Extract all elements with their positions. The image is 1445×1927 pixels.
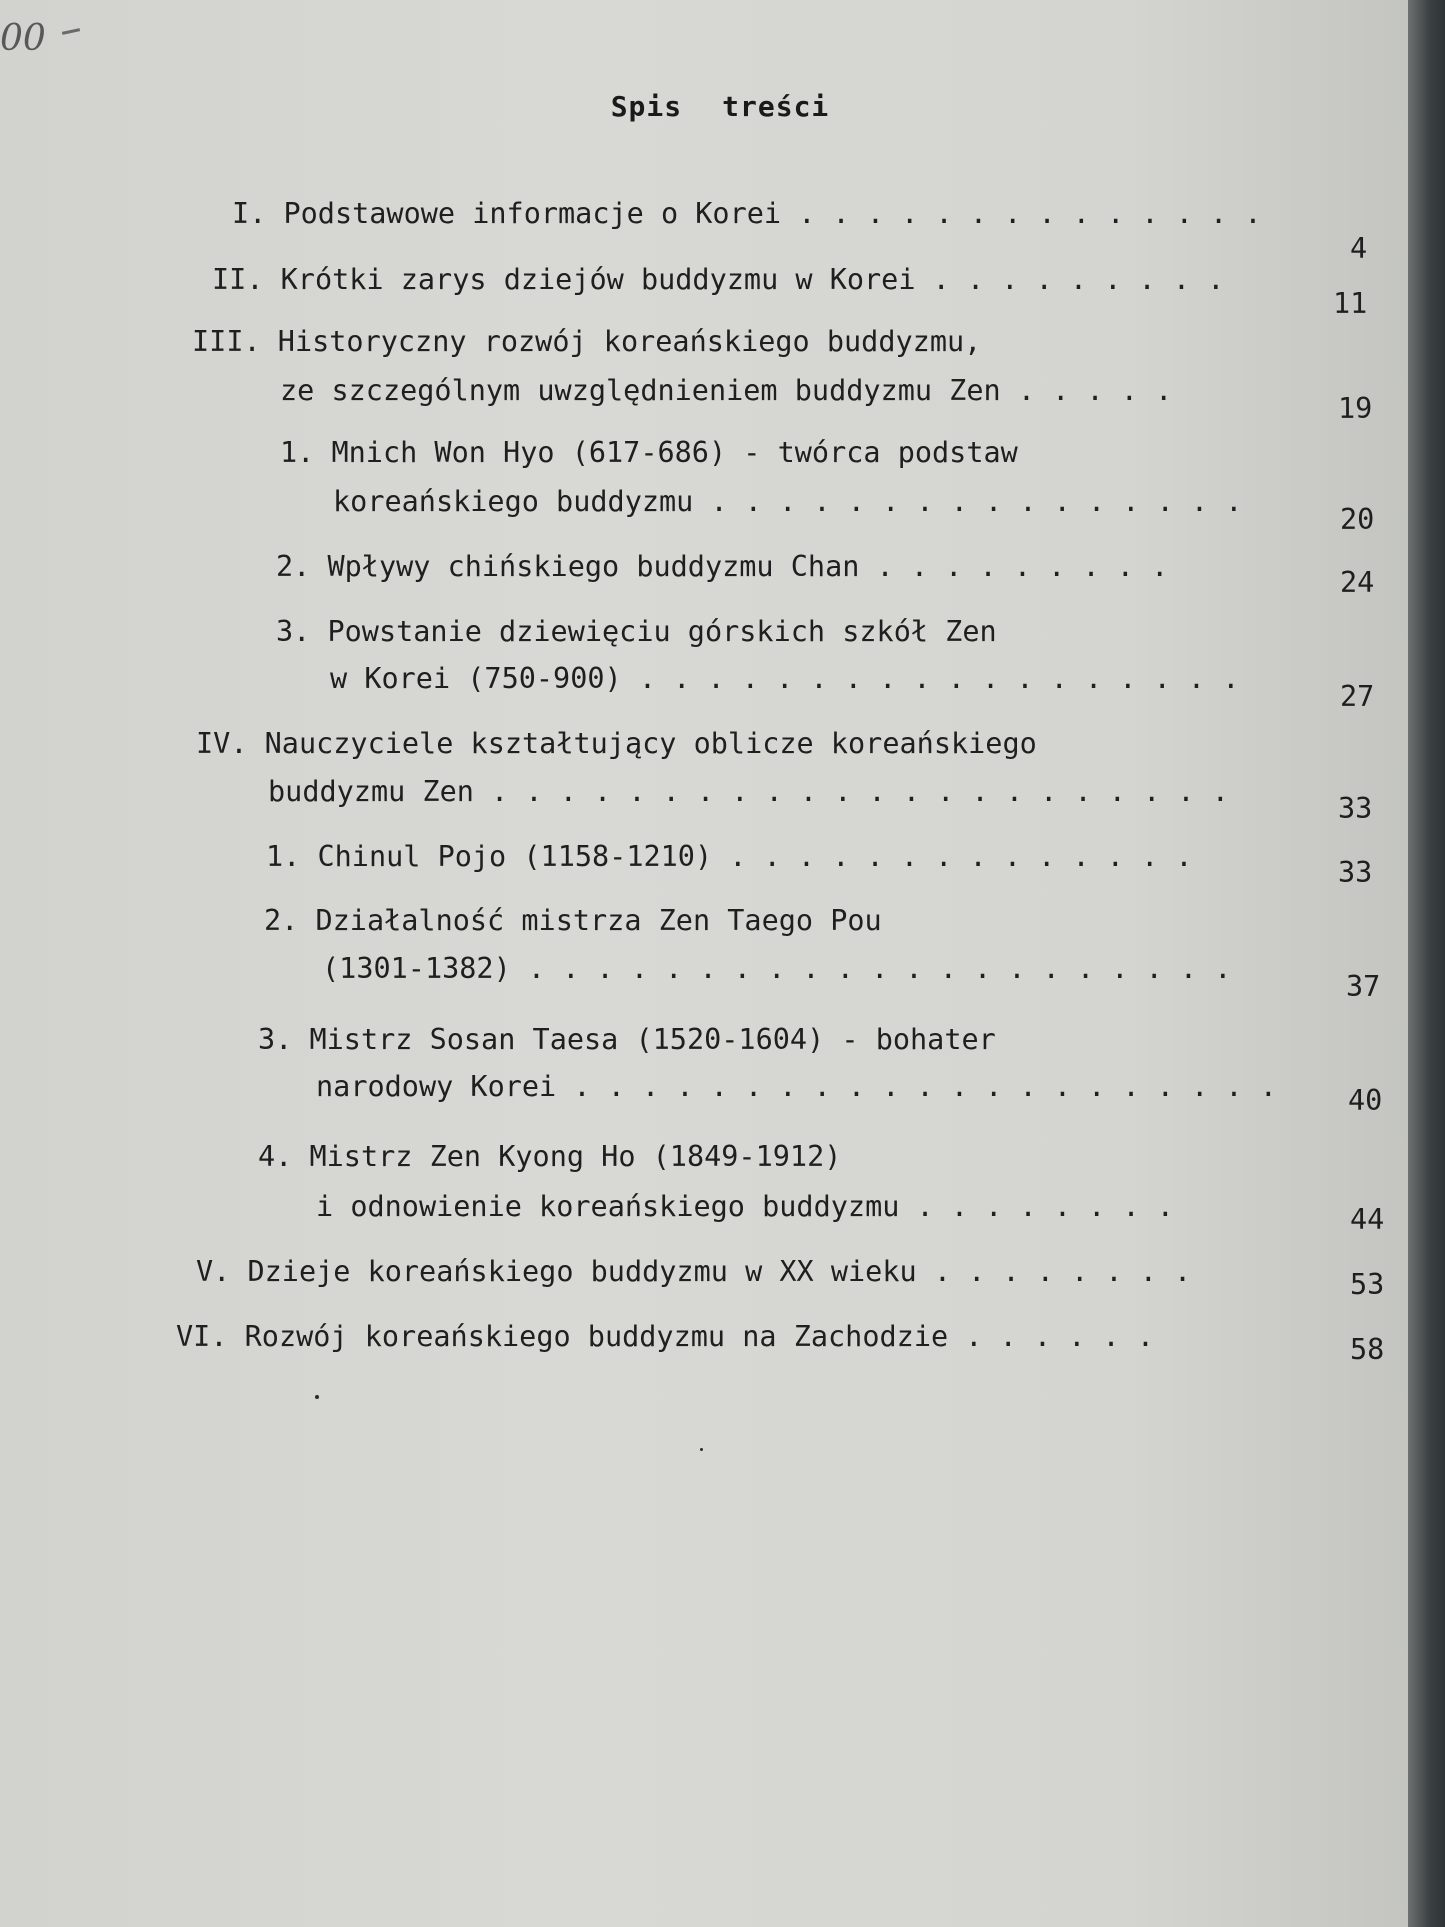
toc-entry-V: V. Dzieje koreańskiego buddyzmu w XX wieku . . . . . . . .: [196, 1255, 1192, 1288]
toc-entry-IV-4-line2: i odnowienie koreańskiego buddyzmu . . . . . . . .: [316, 1190, 1174, 1223]
toc-page-III-2: 24: [1340, 566, 1375, 599]
toc-page-IV-3: 40: [1348, 1084, 1383, 1117]
toc-entry-VI: VI. Rozwój koreańskiego buddyzmu na Zachodzie . . . . . .: [176, 1320, 1155, 1353]
toc-page-IV: 33: [1338, 792, 1373, 825]
toc-page-I: 4: [1350, 232, 1368, 265]
toc-entry-III-3-line2: w Korei (750-900) . . . . . . . . . . . . . . . . . .: [330, 662, 1240, 695]
corner-handwritten-mark: 00: [0, 18, 46, 59]
toc-entry-III-1-line1: 1. Mnich Won Hyo (617-686) - twórca podstaw: [280, 436, 1018, 469]
toc-entry-III-line2: ze szczególnym uwzględnieniem buddyzmu Zen . . . . .: [280, 374, 1173, 407]
toc-entry-IV-2-line1: 2. Działalność mistrza Zen Taego Pou: [264, 904, 882, 937]
toc-entry-IV-3-line2: narodowy Korei . . . . . . . . . . . . . . . . . . . . .: [316, 1070, 1277, 1103]
toc-entry-III-line1: III. Historyczny rozwój koreańskiego buddyzmu,: [192, 325, 982, 358]
toc-entry-II: II. Krótki zarys dziejów buddyzmu w Korei . . . . . . . . .: [212, 263, 1225, 296]
toc-entry-IV-line1: IV. Nauczyciele kształtujący oblicze koreańskiego: [196, 727, 1037, 760]
toc-entry-III-3-line1: 3. Powstanie dziewięciu górskich szkół Zen: [276, 615, 997, 648]
toc-entry-IV-4-line1: 4. Mistrz Zen Kyong Ho (1849-1912): [258, 1140, 842, 1173]
page-title: [0, 90, 1440, 123]
toc-page-III: 19: [1338, 392, 1373, 425]
toc-page-III-3: 27: [1340, 680, 1375, 713]
toc-entry-III-2: 2. Wpływy chińskiego buddyzmu Chan . . . . . . . . .: [276, 550, 1169, 583]
toc-entry-IV-1: 1. Chinul Pojo (1158-1210) . . . . . . . . . . . . . .: [266, 840, 1193, 873]
toc-page-IV-4: 44: [1350, 1203, 1385, 1236]
page-edge-shadow: [1408, 0, 1445, 1927]
toc-page-V: 53: [1350, 1268, 1385, 1301]
ink-speck: [315, 1395, 319, 1399]
toc-page-IV-1: 33: [1338, 856, 1373, 889]
title-word-1: Spis: [610, 90, 683, 123]
toc-page-II: 11: [1333, 287, 1368, 320]
toc-entry-IV-3-line1: 3. Mistrz Sosan Taesa (1520-1604) - bohater: [258, 1023, 996, 1056]
toc-page-VI: 58: [1350, 1333, 1385, 1366]
toc-entry-IV-line2: buddyzmu Zen . . . . . . . . . . . . . . . . . . . . . .: [268, 775, 1229, 808]
ink-speck: [700, 1448, 703, 1451]
toc-entry-IV-2-line2: (1301-1382) . . . . . . . . . . . . . . . . . . . . .: [322, 952, 1232, 985]
title-word-2: treści: [722, 90, 830, 123]
corner-pencil-stroke: [62, 28, 80, 35]
toc-entry-III-1-line2: koreańskiego buddyzmu . . . . . . . . . . . . . . . .: [333, 485, 1243, 518]
toc-page-III-1: 20: [1340, 503, 1375, 536]
toc-page-IV-2: 37: [1346, 970, 1381, 1003]
toc-entry-I: I. Podstawowe informacje o Korei . . . . . . . . . . . . . .: [232, 197, 1262, 230]
